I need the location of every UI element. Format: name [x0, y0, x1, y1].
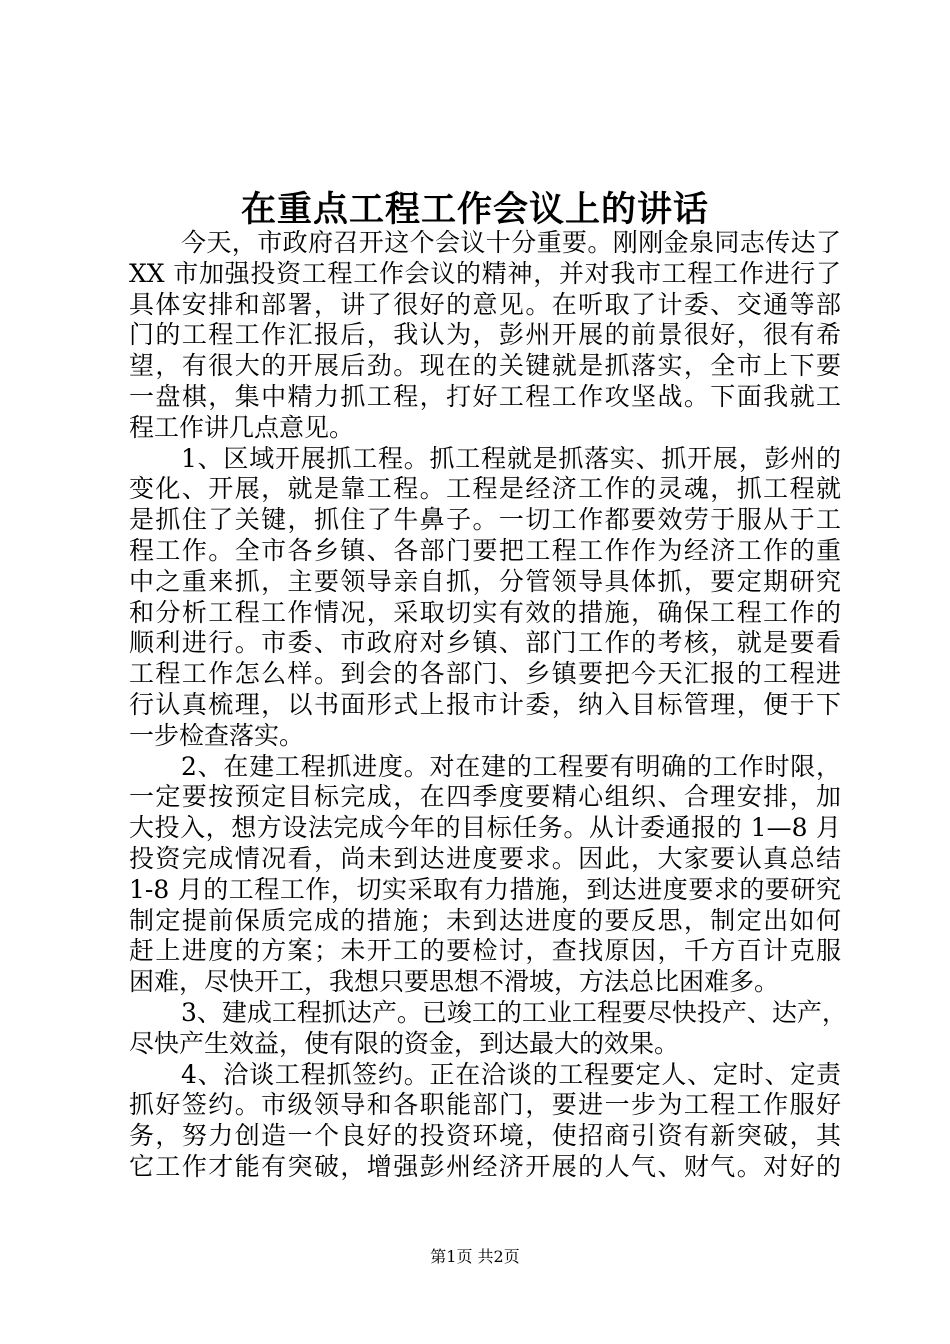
text-line: 程工作讲几点意见。 [129, 412, 355, 442]
text-line: 具体安排和部署，讲了很好的意见。在听取了计委、交通等部 [129, 289, 841, 319]
text-line: 大投入，想方设法完成今年的目标任务。从计委通报的 1—8 月 [129, 813, 841, 843]
text-line: 一步检查落实。 [129, 720, 305, 750]
document-title: 在重点工程工作会议上的讲话 [240, 189, 709, 230]
text-line: 1、区域开展抓工程。抓工程就是抓落实、抓开展，彭州的 [181, 443, 841, 473]
text-line: 尽快产生效益，使有限的资金，到达最大的效果。 [129, 1028, 680, 1058]
text-line: XX 市加强投资工程工作会议的精神，并对我市工程工作进行了 [129, 258, 841, 288]
text-line: 抓好签约。市级领导和各职能部门，要进一步为工程工作服好 [129, 1090, 841, 1120]
text-line: 赶上进度的方案；未开工的要检讨，查找原因，千方百计克服 [129, 936, 841, 966]
text-line: 1-8 月的工程工作，切实采取有力措施，到达进度要求的要研究 [129, 874, 841, 904]
text-line: 一定要按预定目标完成，在四季度要精心组织、合理安排，加 [129, 782, 841, 812]
paragraph [129, 444, 841, 752]
text-line: 3、建成工程抓达产。已竣工的工业工程要尽快投产、达产， [181, 997, 847, 1027]
text-line: 工程工作怎么样。到会的各部门、乡镇要把今天汇报的工程进 [129, 659, 841, 689]
text-line: 4、洽谈工程抓签约。正在洽谈的工程要定人、定时、定责 [181, 1059, 841, 1089]
paragraph [129, 997, 847, 1060]
text-line: 程工作。全市各乡镇、各部门要把工程工作作为经济工作的重 [129, 535, 841, 565]
text-line: 它工作才能有突破，增强彭州经济开展的人气、财气。对好的 [129, 1151, 841, 1181]
text-line: 是抓住了关键，抓住了牛鼻子。一切工作都要效劳于服从于工 [129, 505, 841, 535]
text-line: 行认真梳理，以书面形式上报市计委，纳入目标管理，便于下 [129, 689, 841, 719]
paragraph [129, 752, 841, 998]
text-line: 顺利进行。市委、市政府对乡镇、部门工作的考核，就是要看 [129, 628, 841, 658]
text-line: 2、在建工程抓进度。对在建的工程要有明确的工作时限， [181, 751, 841, 781]
text-line: 变化、开展，就是靠工程。工程是经济工作的灵魂，抓工程就 [129, 474, 841, 504]
text-line: 投资完成情况看，尚未到达进度要求。因此，大家要认真总结 [129, 843, 841, 873]
document-body [129, 228, 847, 1183]
text-line: 一盘棋，集中精力抓工程，打好工程工作攻坚战。下面我就工 [129, 381, 841, 411]
text-line: 务，努力创造一个良好的投资环境，使招商引资有新突破，其 [129, 1121, 841, 1151]
text-line: 门的工程工作汇报后，我认为，彭州开展的前景很好，很有希 [129, 320, 841, 350]
text-line: 中之重来抓，主要领导亲自抓，分管领导具体抓，要定期研究 [129, 566, 841, 596]
text-line: 制定提前保质完成的措施；未到达进度的要反思，制定出如何 [129, 905, 841, 935]
text-line: 今天，市政府召开这个会议十分重要。刚刚金泉同志传达了 [181, 228, 841, 257]
text-line: 困难，尽快开工，我想只要思想不滑坡，方法总比困难多。 [129, 967, 780, 997]
page-number-footer: 第1页 共2页 [430, 1247, 520, 1266]
paragraph [129, 1060, 841, 1183]
text-line: 和分析工程工作情况，采取切实有效的措施，确保工程工作的 [129, 597, 841, 627]
text-line: 望，有很大的开展后劲。现在的关键就是抓落实，全市上下要 [129, 351, 841, 381]
paragraph [129, 228, 841, 444]
